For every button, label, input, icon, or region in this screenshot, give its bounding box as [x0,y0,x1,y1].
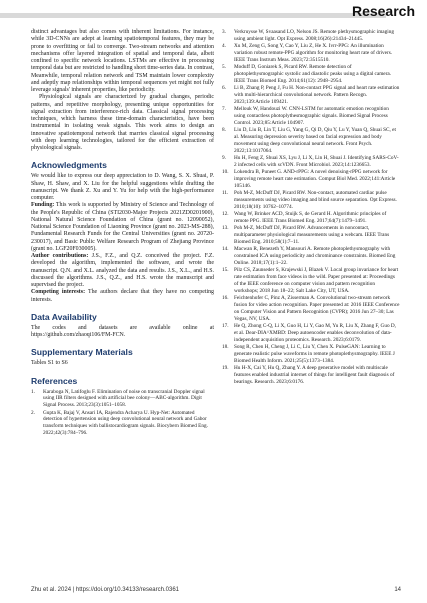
reference-item [222,106,400,127]
left-column [31,29,214,437]
reference-number: 10. [222,169,229,176]
reference-number: 17. [222,323,229,330]
reference-item [222,190,400,211]
reference-item [222,246,400,267]
reference-number: 4. [222,43,226,50]
competing-label: Competing interests: [31,289,86,296]
reference-item [222,64,400,85]
reference-item [222,127,400,155]
reference-number: 9. [222,155,226,162]
reference-item [222,211,400,225]
reference-item [222,295,400,323]
reference-text: Pilz CS, Zaunseder S, Krajewski J, Blazek V. Local group invariance for heart rate estimation from face videos in the wild. Paper presented at: Proceedings of the IEEE conference on computer vision and pattern recognition workshops; 2018 Jun 18–22; Salt Lake City, UT, USA. [234,267,399,295]
reference-text: Wang W, Brinker ACD, Stuijk S, de Gerard H. Algorithmic principles of remote PPG. IEEE Trans Biomed Eng. 2017;64(7):1479–1491. [234,211,387,225]
journal-title: Research [351,3,415,19]
reference-text: Hu H-X, Cai Y, Hu Q, Zhang Y. A deep generative model with multiscale features enabled industrial internet of things for intelligent fault diagnosis of bearings. Research. 2023;6:0176. [234,365,395,386]
reference-text: Liu D, Liu B, Lin T, Liu G, Yang G, Qi D, Qiu Y, Lu Y, Yuan Q, Shuai SC, et al. Measuring depression severity based on facial expression and body movement using deep convolutional neural network. Front Psych. 2022;13:1017064. [234,127,396,154]
reference-number: 16. [222,295,229,302]
reference-number: 1. [31,388,35,395]
data-availability-text: The codes and datasets are available online at https://github.com/zhaoqi106/FM-FCN. [31,324,214,338]
page-header [0,0,427,28]
reference-item [222,323,400,344]
reference-text: Feichtenhofer C, Pinz A, Zisserman A. Convolutional two-stream network fusion for video action recognition. Paper presented at: 2016 IEEE Conference on Computer Vision and Pattern Recognition (CVPR); 2016 Jun 27–30; Las Vegas, NV, USA. [234,295,400,323]
reference-number: 5. [222,64,226,71]
funding-statement [31,202,214,253]
section-heading-acknowledgments: Acknowledgments [31,160,107,171]
acknowledgments-text: We would like to express our deep appreciation to D. Wang, S. X. Shuai, P. Shaw, H. Shaw, and X. Liu for the helpful suggestions while drafting the manuscript. We thank Z. Xu and Y. Yu for help with the high-performance computer. [31,173,214,201]
reference-item [222,155,400,169]
reference-text: Poh M-Z, McDuff DJ, Picard RW. Advancements in noncontact, multiparameter physiological measurements using a webcam. IEEE Trans Biomed Eng. 2010;58(1):7–11. [234,225,390,246]
reference-text: Poh M-Z, McDuff DJ, Picard RW. Non-contact, automated cardiac pulse measurements using video imaging and blind source separation. Opt Express. 2010;18(10): 10762–10774. [234,190,397,211]
contributions-label: Author contributions: [31,253,89,259]
competing-text: The authors declare that they have no competing interests. [31,289,214,303]
reference-number: 6. [222,85,226,92]
reference-item [222,169,400,190]
reference-item [222,225,400,246]
competing-interests [31,289,214,304]
reference-number: 13. [222,225,229,232]
reference-text: Song R, Chen H, Cheng J, Li C, Liu Y, Chen X. PulseGAN: Learning to generate realistic pulse waveforms in remote photoplethysmography. IEEE J Biomed Health Inform. 2021;25(5):1373–1384. [234,344,395,365]
reference-text: Xu M, Zeng G, Song Y, Cao Y, Liu Z, He X. Ivrr-PPG: An illumination variation robust remote-PPG algorithm for monitoring heart rate of drivers. IEEE Trans Instrum Meas. 2023;72:3515510. [234,43,393,63]
reference-item [222,29,400,43]
contributions-text: J.S., F.Z., and Q.Z. conceived the project. F.Z. developed the algorithm, implemented the software, and wrote the manuscript. Q.N. and X.L. analyzed the data and results. J.S., X.L., and H.S. discussed the algorithms. J.S., Q.Z., and H.S. wrote the manuscript and supervised the project. [31,253,214,288]
reference-number: 15. [222,267,229,274]
reference-text: Lokendra B, Puneet G. AND-rPPG: A novel denoising-rPPG network for improving remote heart rate estimation. Comput Biol Med. 2022;141:Article 105146. [234,169,396,190]
supplementary-text: Tables S1 to S6 [31,360,68,367]
reference-number: 2. [31,409,35,416]
reference-number: 14. [222,246,229,253]
author-contributions [31,253,214,289]
reference-text: Moduff D, Goniarek S, Picard RW. Remote detection of photoplethysmographic systolic and diastolic peaks using a digital camera. IEEE Trans Biomed Eng. 2014;61(12): 2948–2954. [234,64,392,84]
reference-number: 8. [222,127,226,134]
reference-number: 11. [222,190,229,197]
reference-text: Verkruysse W, Svaasand LO, Nelson JS. Remote plethysmographic imaging using ambient light. Opt Express. 2008;16(26):21434–21445. [234,29,394,42]
reference-item [222,365,400,386]
reference-text: He Q, Zhong C-Q, Li X, Guo H, Li Y, Gao M, Yu R, Liu X, Zhang F, Guo D, et al. Dear-DIA^XMBD: Deep autoencoder enables deconvolution of data-independent acquisition proteomics. Research. 2023;6:0179. [234,323,396,344]
section-heading-references: References [31,375,78,386]
header-rule [0,13,386,18]
reference-item [222,43,400,64]
right-column [222,29,400,386]
body-paragraph: Physiological signals are characterized by gradual changes, periodic patterns, and repetitive morphology, presenting unique opportunities for signal extraction from interference-rich data. Classical signal processing techniques, which harness these time-domain characteristics, have been instrumental in isolating weak signals. This work aims to design an innovative spatiotemporal network that marries classical signal processing with deep learning technologies, tailored for the efficient extraction of physiological signals. [31,94,214,151]
reference-item [222,85,400,106]
body-paragraph: distinct advantages but also comes with inherent limitations. For instance, while 3D-CNNs are adept at learning spatiotemporal features, they may be prone to overfitting or fail to converge. Two-stream networks and attention mechanisms offer layered integration of spatial and temporal data, albeit confined to specific network locations. LSTMs are effective in processing temporal data but are restricted to handling short time-series data. In contrast, Meanwhile, temporal relation network and TSM maintain lower complexity and adeptly map relationships within temporal sequences yet might not fully leverage signals' inherent properties, like periodicity. [31,29,214,93]
reference-text: Hu H, Feng Z, Shuai XS, Lyu J, Li X, Lin H, Shuai J. Identifying SARS-CoV-2 infected cells with scVDN. Front Microbiol. 2023;14:1236653. [234,155,399,168]
reference-number: 3. [222,29,226,35]
reference-text: Gupta K, Bajaj V, Ansari IA, Rajendra Acharya U. Hyp-Net: Automated detection of hypertension using deep convolutional neural network and Gabor transform techniques with ballistocardiogram signals. Biocybern Biomed Eng. 2022;42(3):784–796. [43,409,208,437]
reference-text: Li B, Zhang P, Peng J, Fu H. Non-contact PPG signal and heart rate estimation with multi-hierarchical convolutional network. Pattern Recogn. 2023;139:Article 109421. [234,85,400,105]
funding-label: Funding: [31,202,55,209]
citation-line: Zhu et al. 2024 | https://doi.org/10.34133/research.0361 [31,587,179,593]
reference-text: Mellouk W, Handouzi W. CNN-LSTM for automatic emotion recognition using contactless photoplythesmographic signals. Biomed Signal Process Control. 2023;85:Article 104907. [234,106,389,126]
reference-number: 18. [222,344,229,351]
reference-item [31,389,214,410]
section-heading-supplementary: Supplementary Materials [31,347,133,358]
section-heading-data-availability: Data Availability [31,311,97,322]
reference-number: 12. [222,211,229,218]
reference-item [31,410,214,438]
reference-text: Macwan R, Benezeth Y, Mansouri A. Remote photoplethysmography with constrained ICA using periodicity and chrominance constraints. Biomed Eng Online. 2018;17(1):1–22. [234,246,396,267]
reference-number: 7. [222,106,226,113]
page-number: 14 [394,587,401,593]
reference-item [222,267,400,295]
funding-text: This work is supported by Ministry of Science and Technology of the People's Republic of China (STI2030-Major Projects 2021ZD0201900), National Natural Science Foundation of China (grant no. 12090052), National Science Foundation of Liaoning Province (grant no. 2023-MS-288), Fundamental Research Funds for the Central Universities (grant no. 20720-230017), and Basic Public Welfare Research Program of Zhejiang Province (grant no. LGF20F030005). [31,202,214,252]
reference-number: 19. [222,365,229,372]
reference-item [222,344,400,365]
reference-text: Karaboga N, Latifoglu F. Elimination of noise on transcranial Doppler signal using IIR filters designed with artificial bee colony—ABC-algorithm. Digit Signal Process. 2013;23(3):1051–1058. [43,388,205,409]
